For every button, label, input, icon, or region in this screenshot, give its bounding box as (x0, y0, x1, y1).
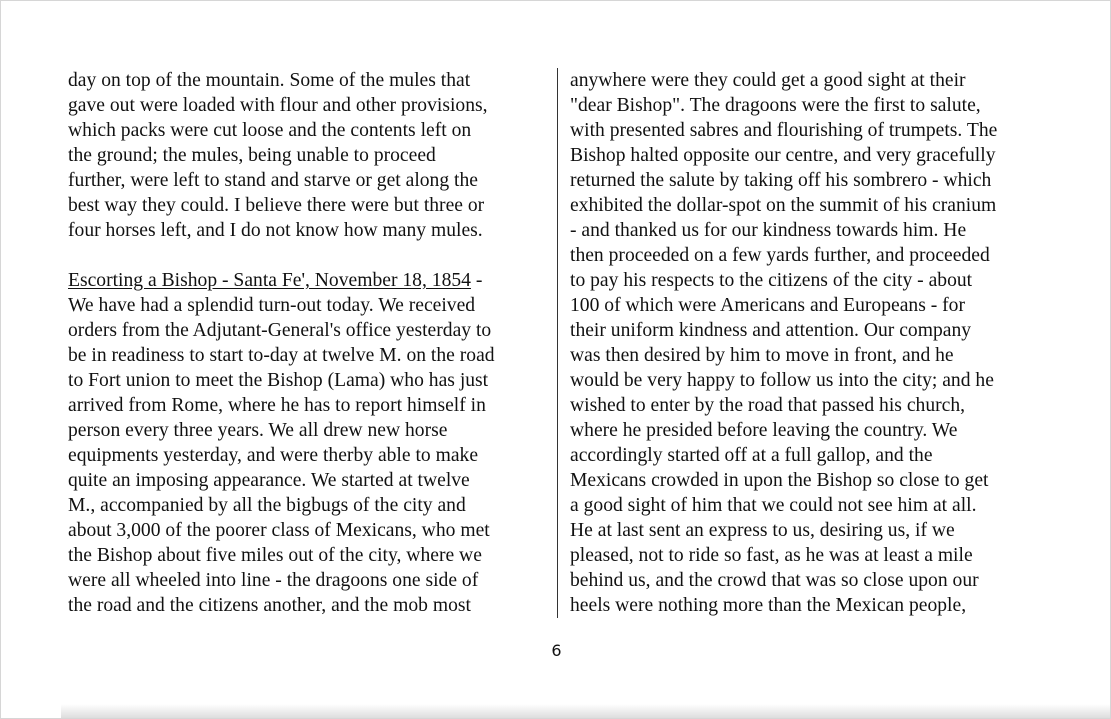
text-line: further, were left to stand and starve or get along the (68, 170, 478, 191)
text-line: wished to enter by the road that passed his church, (570, 395, 966, 416)
text-line: M., accompanied by all the bigbugs of the city and (68, 495, 466, 516)
text-line: person every three years. We all drew new horse (68, 420, 448, 441)
text-line: to pay his respects to the citizens of the city - about (570, 270, 973, 291)
text-line: the ground; the mules, being unable to proceed (68, 145, 436, 166)
text-line: was then desired by him to move in front, and he (570, 345, 954, 366)
paragraph-gap (68, 243, 553, 268)
text-line: exhibited the dollar-spot on the summit of his cranium (570, 195, 997, 216)
text-line: anywhere were they could get a good sight at their (570, 70, 966, 91)
text-line: best way they could. I believe there were but three or (68, 195, 485, 216)
text-line: their uniform kindness and attention. Our company (570, 320, 972, 341)
column-divider (557, 68, 558, 618)
text-line: pleased, not to ride so fast, as he was at least a mile (570, 545, 973, 566)
text-line: quite an imposing appearance. We started at twelve (68, 470, 470, 491)
text-line: about 3,000 of the poorer class of Mexicans, who met (68, 520, 490, 541)
text-line: orders from the Adjutant-General's office yesterday to (68, 320, 492, 341)
text-line: arrived from Rome, where he has to report himself in (68, 395, 486, 416)
text-line: with presented sabres and flourishing of trumpets. The (570, 120, 998, 141)
text-line: the Bishop about five miles out of the city, where we (68, 545, 482, 566)
heading-suffix: - (470, 270, 483, 291)
text-line: where he presided before leaving the country. We (570, 420, 958, 441)
text-line: We have had a splendid turn-out today. We received (68, 295, 476, 316)
text-line: He at last sent an express to us, desiring us, if we (570, 520, 955, 541)
text-line: the road and the citizens another, and the mob most (68, 595, 471, 616)
text-line: "dear Bishop". The dragoons were the first to salute, (570, 95, 981, 116)
text-line: equipments yesterday, and were therby able to make (68, 445, 479, 466)
text-line: 100 of which were Americans and Europeans - for (570, 295, 966, 316)
text-line: - and thanked us for our kindness towards him. He (570, 220, 967, 241)
text-line: returned the salute by taking off his sombrero - which (570, 170, 992, 191)
page-number: 6 (551, 641, 562, 660)
text-line: gave out were loaded with flour and other provisions, (68, 95, 488, 116)
text-line: four horses left, and I do not know how many mules. (68, 220, 483, 241)
section-heading-line (68, 268, 553, 293)
text-line: Bishop halted opposite our centre, and very gracefully (570, 145, 996, 166)
section-heading: Escorting a Bishop - Santa Fe', November 18, 1854 (68, 270, 471, 291)
text-line: a good sight of him that we could not see him at all. (570, 495, 977, 516)
text-line: heels were nothing more than the Mexican people, (570, 595, 967, 616)
text-line: then proceeded on a few yards further, and proceeded (570, 245, 990, 266)
right-column (570, 68, 1060, 618)
text-line: which packs were cut loose and the contents left on (68, 120, 472, 141)
text-line: be in readiness to start to-day at twelve M. on the road (68, 345, 495, 366)
left-column (68, 68, 553, 618)
text-line: day on top of the mountain. Some of the mules that (68, 70, 471, 91)
text-line: Mexicans crowded in upon the Bishop so close to get (570, 470, 989, 491)
text-line: to Fort union to meet the Bishop (Lama) who has just (68, 370, 489, 391)
text-line: would be very happy to follow us into the city; and he (570, 370, 994, 391)
text-line: behind us, and the crowd that was so close upon our (570, 570, 979, 591)
text-line: were all wheeled into line - the dragoons one side of (68, 570, 479, 591)
page-bottom-shadow (61, 704, 1110, 718)
text-line: accordingly started off at a full gallop, and the (570, 445, 933, 466)
